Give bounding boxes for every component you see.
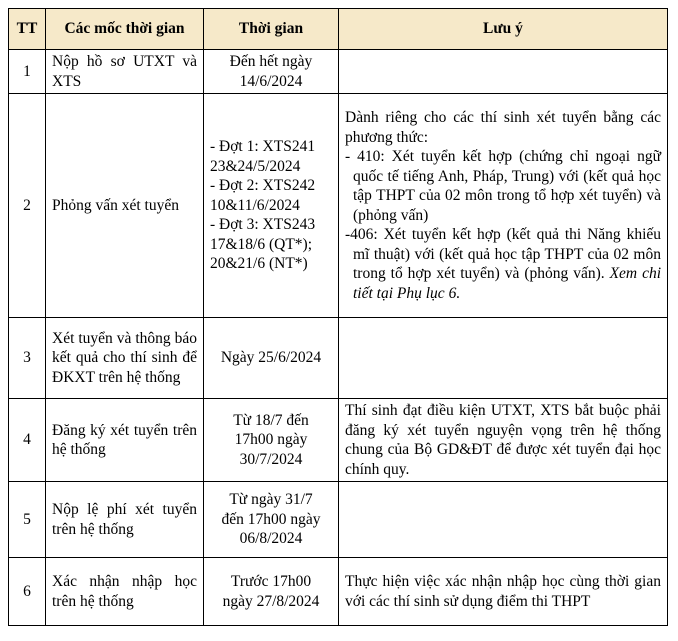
time-line: Ngày 25/6/2024 [220, 349, 322, 367]
milestone-cell: Nộp hồ sơ UTXT và XTS [46, 50, 204, 94]
time-cell [204, 558, 339, 626]
note-item-406 [345, 225, 661, 303]
header-note: Lưu ý [339, 9, 668, 50]
time-line: 10&11/6/2024 [210, 196, 300, 214]
row-number: 2 [9, 94, 46, 318]
table-row [9, 558, 668, 626]
time-line: 20&21/6 (NT*) [210, 255, 308, 273]
table-row [9, 482, 668, 558]
milestone-cell: Nộp lệ phí xét tuyển trên hệ thống [46, 482, 204, 558]
time-line: Trước 17h00 [230, 573, 312, 590]
time-line: 06/8/2024 [239, 530, 303, 548]
row-number: 3 [9, 318, 46, 399]
header-tt: TT [9, 9, 46, 50]
table-row [9, 318, 668, 399]
time-line: - Đợt 1: XTS241 [210, 138, 316, 156]
time-cell [204, 399, 339, 482]
note-cell [339, 50, 668, 94]
time-line: ngày 27/8/2024 [222, 592, 320, 610]
time-line: Từ 18/7 đến [233, 411, 309, 429]
header-time: Thời gian [204, 9, 339, 50]
admission-schedule-table [8, 8, 668, 626]
note-cell [339, 94, 668, 318]
milestone-cell: Đăng ký xét tuyển trên hệ thống [46, 399, 204, 482]
milestone-cell: Xác nhận nhập học trên hệ thống [46, 558, 204, 626]
note-intro: Dành riêng cho các thí sinh xét tuyển bằng các phương thức: [345, 109, 661, 146]
milestone-cell: Xét tuyển và thông báo kết quả cho thí sinh để ĐKXT trên hệ thống [46, 318, 204, 399]
time-line: 17h00 ngày [234, 431, 308, 449]
note-cell [339, 482, 668, 558]
note-item-410: - 410: Xét tuyển kết hợp (chứng chỉ ngoại ngữ quốc tế tiếng Anh, Pháp, Trung) với (kết quả học tập THPT của 02 môn trong tổ hợp xét tuyển) và (phỏng vấn) [345, 148, 661, 224]
time-cell [204, 318, 339, 399]
time-line: 17&18/6 (QT*); [210, 235, 313, 253]
note-cell [339, 318, 668, 399]
note-item-406-text: -406: Xét tuyển kết hợp (kết quả thi Năng khiếu mĩ thuật) với (kết quả học tập THPT của 02 môn trong tổ hợp xét tuyển) và (phỏng vấn). [345, 226, 661, 282]
table-header-row [9, 9, 668, 50]
note-cell: Thực hiện việc xác nhận nhập học cùng thời gian với các thí sinh sử dụng điểm thi THPT [339, 558, 668, 626]
time-cell [204, 94, 339, 318]
table-row [9, 50, 668, 94]
time-line: 30/7/2024 [239, 450, 303, 468]
time-line: 14/6/2024 [239, 72, 303, 90]
note-cell: Thí sinh đạt điều kiện UTXT, XTS bắt buộc phải đăng ký xét tuyển nguyện vọng trên hệ thống chung của Bộ GD&ĐT để được xét tuyển đại học chính quy. [339, 399, 668, 482]
time-line: - Đợt 2: XTS242 [210, 177, 316, 195]
time-line: - Đợt 3: XTS243 [210, 216, 316, 234]
header-milestone: Các mốc thời gian [46, 9, 204, 50]
row-number: 1 [9, 50, 46, 94]
time-line: Đến hết ngày [229, 53, 313, 70]
time-line: đến 17h00 ngày [221, 510, 321, 528]
milestone-cell: Phỏng vấn xét tuyển [46, 94, 204, 318]
time-line: 23&24/5/2024 [210, 157, 301, 175]
table-row [9, 399, 668, 482]
table-row [9, 94, 668, 318]
appendix-reference: Xem chi tiết tại Phụ lục 6. [353, 265, 662, 302]
time-cell [204, 50, 339, 94]
time-cell [204, 482, 339, 558]
time-line: Từ ngày 31/7 [229, 491, 313, 509]
row-number: 6 [9, 558, 46, 626]
row-number: 5 [9, 482, 46, 558]
row-number: 4 [9, 399, 46, 482]
